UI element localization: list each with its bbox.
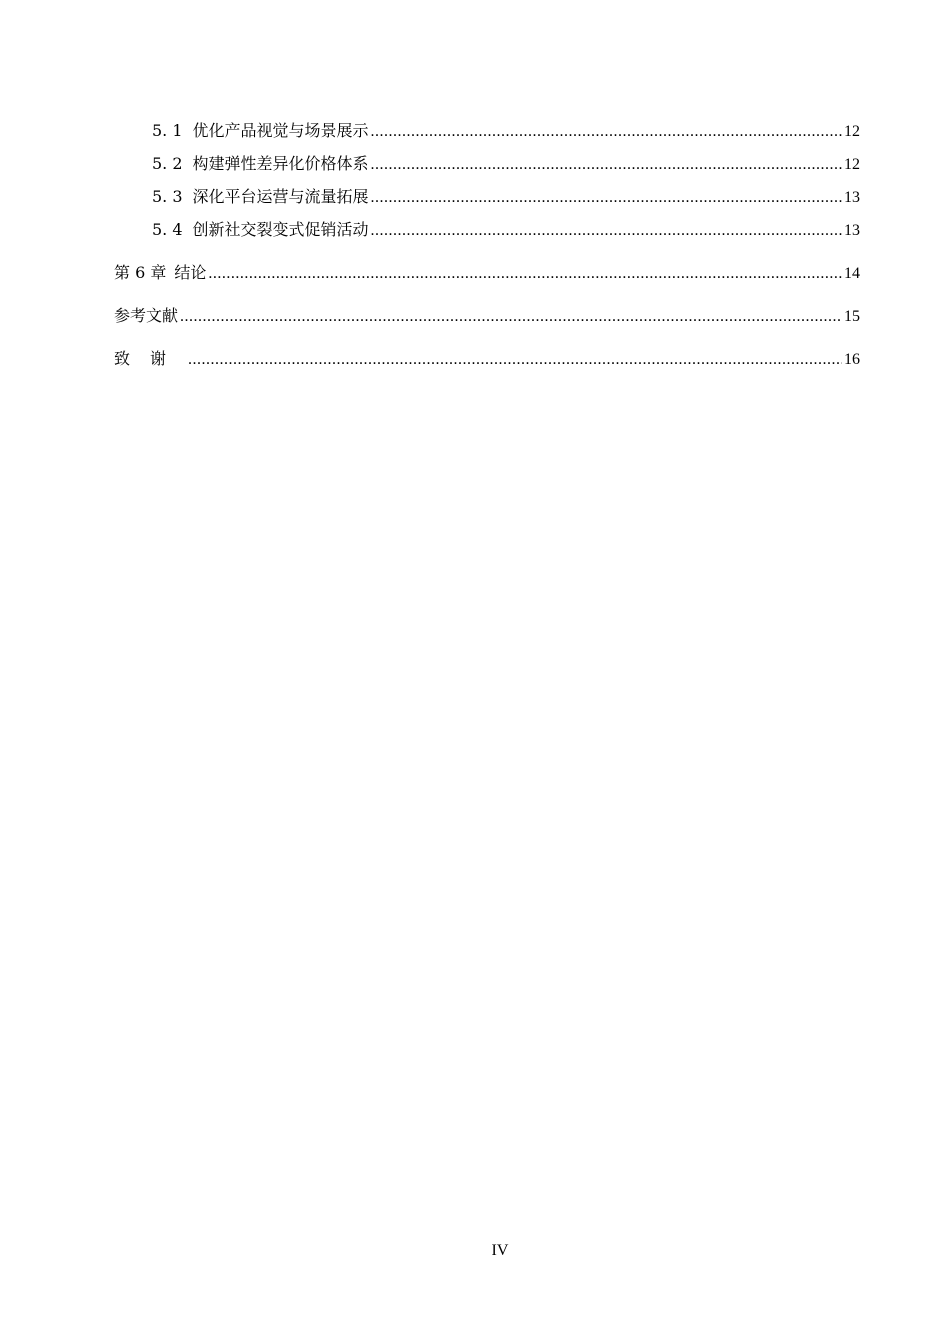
toc-entry-number: 第 6 章 [114,263,167,282]
toc-entry-references[interactable] [114,305,860,328]
dot-leader [180,305,842,328]
page-number: IV [491,1242,509,1259]
toc-entry-number: 5. 4 [152,220,183,239]
toc-entry-title: 优化产品视觉与场景展示 [192,121,369,140]
dot-leader [208,262,842,285]
toc-entry-title: 参考文献 [114,306,179,325]
dot-leader [188,348,842,371]
toc-entry-title: 构建弹性差异化价格体系 [192,154,369,173]
table-of-contents [114,120,860,391]
toc-entry-number: 5. 3 [152,187,183,206]
toc-entry-number: 5. 1 [152,121,183,140]
dot-leader [371,186,842,209]
toc-entry-title: 创新社交裂变式促销活动 [192,220,369,239]
toc-entry-acknowledgements[interactable] [114,348,860,371]
dot-leader [371,120,842,143]
toc-entry-chapter-6[interactable] [114,262,860,285]
toc-entry-number: 5. 2 [152,154,183,173]
toc-entry-title: 结论 [174,263,207,282]
toc-entry-5-1[interactable] [114,120,860,143]
toc-entry-5-2[interactable] [114,153,860,176]
toc-entry-title: 深化平台运营与流量拓展 [192,187,369,206]
toc-entry-title: 致谢 [114,349,187,368]
toc-entry-page: 12 [844,123,860,140]
toc-entry-5-3[interactable] [114,186,860,209]
dot-leader [371,219,842,242]
toc-entry-page: 13 [844,222,860,239]
toc-entry-page: 12 [844,156,860,173]
toc-entry-5-4[interactable] [114,219,860,242]
toc-entry-page: 15 [844,308,860,325]
toc-entry-page: 13 [844,189,860,206]
toc-entry-page: 14 [844,265,860,282]
dot-leader [371,153,842,176]
toc-entry-page: 16 [844,351,860,368]
